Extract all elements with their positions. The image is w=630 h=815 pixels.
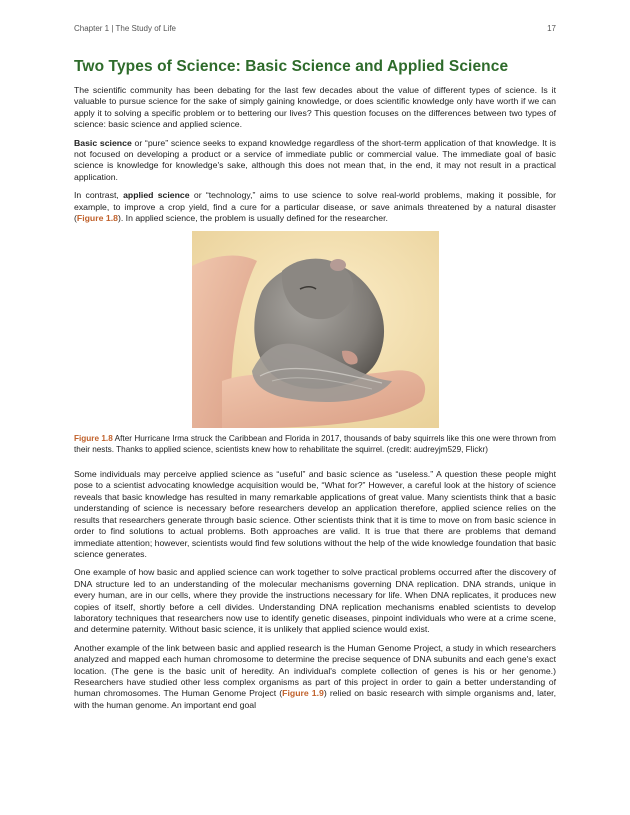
paragraph-applied-end: ). In applied science, the problem is usually defined for the researcher. xyxy=(117,213,388,224)
page-content xyxy=(74,58,556,718)
paragraph-genome-start: Another example of the link between basic and applied research is the Human Genome Project, a study in which researchers analyzed and mapped each human chromosome to determine the precise sequence of DNA subunits and each gene's exact location. (The gene is the basic unit of heredity. An individual's complete collection of genes is his or her genome.) Researchers have studied other less complex organisms as part of this project in order to gain a better understanding of human chromosomes. The Human Genome Project ( xyxy=(74,642,556,699)
term-applied-science: applied science xyxy=(123,190,190,201)
figure-1-8 xyxy=(74,231,556,456)
baby-squirrel-photo xyxy=(192,231,439,428)
paragraph-basic-science xyxy=(74,138,556,184)
paragraph-genome-project xyxy=(74,643,556,711)
paragraph-intro: The scientific community has been debating for the last few decades about the value of different types of science. Is it valuable to pursue science for the sake of simply gaining knowledge, or does scientific knowledge only have worth if we can apply it to solving a specific problem or to bettering our lives? This question focuses on the differences between two types of science: basic science and applied science. xyxy=(74,85,556,130)
figure-label: Figure 1.8 xyxy=(74,434,113,444)
figure-caption xyxy=(74,434,556,456)
figure-1-9-link[interactable]: Figure 1.9 xyxy=(282,688,324,699)
figure-1-8-link[interactable]: Figure 1.8 xyxy=(76,213,118,224)
figure-caption-text: After Hurricane Irma struck the Caribbean and Florida in 2017, thousands of baby squirrels like this one were thrown from their nests. Thanks to applied science, scientists knew how to rehabilitate the squirrel. (credit: audreyjm529, Flickr) xyxy=(74,434,556,455)
figure-photo-frame xyxy=(74,231,556,428)
paragraph-applied-science xyxy=(74,190,556,224)
squirrel-ear xyxy=(330,259,346,271)
paragraph-applied-start: In contrast, xyxy=(74,190,124,201)
chapter-title: Chapter 1 | The Study of Life xyxy=(74,24,176,33)
paragraph-dna-example: One example of how basic and applied science can work together to solve practical problems occurred after the discovery of DNA structure led to an understanding of the molecular mechanisms governing DNA replication. DNA strands, unique in every human, are in our cells, where they provide the instructions necessary for life. When DNA replicates, it produces new copies of itself, shortly before a cell divides. Understanding DNA replication mechanisms enabled scientists to develop laboratory techniques that researchers now use to identify genetic diseases, pinpoint individuals who were at a crime scene, and determine paternity. Without basic science, it is unlikely that applied science would exist. xyxy=(74,567,556,635)
section-title: Two Types of Science: Basic Science and Applied Science xyxy=(74,58,509,75)
paragraph-applied-mid: or “technology,” aims to use science to solve real-world problems, making it possible, for example, to improve a crop yield, find a cure for a particular disease, or save animals threatened by a natural disaster ( xyxy=(74,190,557,224)
running-header xyxy=(74,24,556,33)
paragraph-basic-science-text: or “pure” science seeks to expand knowledge regardless of the short-term application of that knowledge. It is not focused on developing a product or a service of immediate public or commercial value. The immediate goal of basic science is knowledge for knowledge's sake, although this does not mean that, in the end, it may not result in a practical application. xyxy=(74,137,556,182)
paragraph-useful-useless: Some individuals may perceive applied science as “useful” and basic science as “useless.” A question these people might pose to a scientist advocating knowledge acquisition would be, “What for?” However, a careful look at the history of science reveals that basic knowledge has resulted in many remarkable applications of great value. Many scientists think that a basic understanding of science is necessary before researchers develop an application therefore, applied science relies on the results that researchers generate through basic science. Other scientists think that it is time to move on from basic science in order to find solutions to actual problems. Both approaches are valid. It is true that there are problems that demand immediate attention; however, scientists would find few solutions without the help of the wide knowledge foundation that basic science generates. xyxy=(74,469,556,559)
page-number: 17 xyxy=(547,24,556,33)
term-basic-science: Basic science xyxy=(74,137,132,148)
paragraph-genome-end: ) relied on basic research with simple organisms and, later, with the human genome. An important end goal xyxy=(74,688,556,710)
